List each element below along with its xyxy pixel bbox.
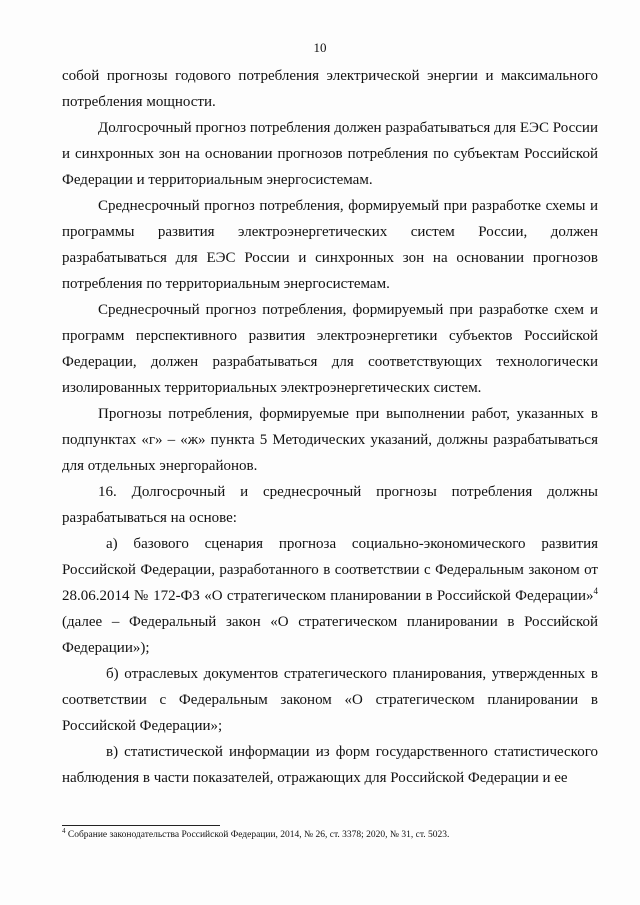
footnote-reference: 4 bbox=[593, 586, 598, 596]
footnote bbox=[62, 826, 598, 842]
paragraph-long-term-forecast: Долгосрочный прогноз потребления должен разрабатываться для ЕЭС России и синхронных зон на основании прогнозов потребления по субъектам Российской Федерации и территориальным энергосистемам. bbox=[62, 120, 598, 188]
subitem-a-text: а) базового сценария прогноза социально-экономического развития Российской Федерации, разработанного в соответствии с Федеральным законом от 28.06.2014 № 172-ФЗ «О стратегическом планировании в Российской Федерации» bbox=[62, 536, 598, 604]
subitem-a bbox=[62, 531, 598, 661]
footnote-divider bbox=[62, 825, 220, 826]
page-number: 10 bbox=[313, 40, 327, 55]
document-body bbox=[62, 63, 598, 791]
subitem-v: в) статистической информации из форм государственного статистического наблюдения в части показателей, отражающих для Российской Федерации и ее bbox=[62, 744, 598, 786]
paragraph-mid-term-forecast-ues: Среднесрочный прогноз потребления, формируемый при разработке схемы и программы развития электроэнергетических систем России, должен разрабатываться для ЕЭС России и синхронных зон на основании прогнозов потребления по территориальным энергосистемам. bbox=[62, 198, 598, 292]
paragraph-continuation: собой прогнозы годового потребления электрической энергии и максимального потребления мощности. bbox=[62, 68, 598, 110]
paragraph-item-16: 16. Долгосрочный и среднесрочный прогнозы потребления должны разрабатываться на основе: bbox=[62, 484, 598, 526]
subitem-a-continuation: (далее – Федеральный закон «О стратегическом планировании в Российской Федерации»); bbox=[62, 614, 598, 656]
footnote-text: Собрание законодательства Российской Федерации, 2014, № 26, ст. 3378; 2020, № 31, ст. 5023. bbox=[65, 830, 450, 840]
footnote-mark: 4 bbox=[62, 826, 66, 835]
paragraph-energy-districts: Прогнозы потребления, формируемые при выполнении работ, указанных в подпунктах «г» – «ж» пункта 5 Методических указаний, должны разрабатываться для отдельных энергорайонов. bbox=[62, 406, 598, 474]
subitem-b: б) отраслевых документов стратегического планирования, утвержденных в соответствии с Федеральным законом «О стратегическом планировании в Российской Федерации»; bbox=[62, 666, 598, 734]
paragraph-mid-term-forecast-regions: Среднесрочный прогноз потребления, формируемый при разработке схем и программ перспективного развития электроэнергетики субъектов Российской Федерации, должен разрабатываться для соответствующих технологически изолированных территориальных электроэнергетических систем. bbox=[62, 302, 598, 396]
